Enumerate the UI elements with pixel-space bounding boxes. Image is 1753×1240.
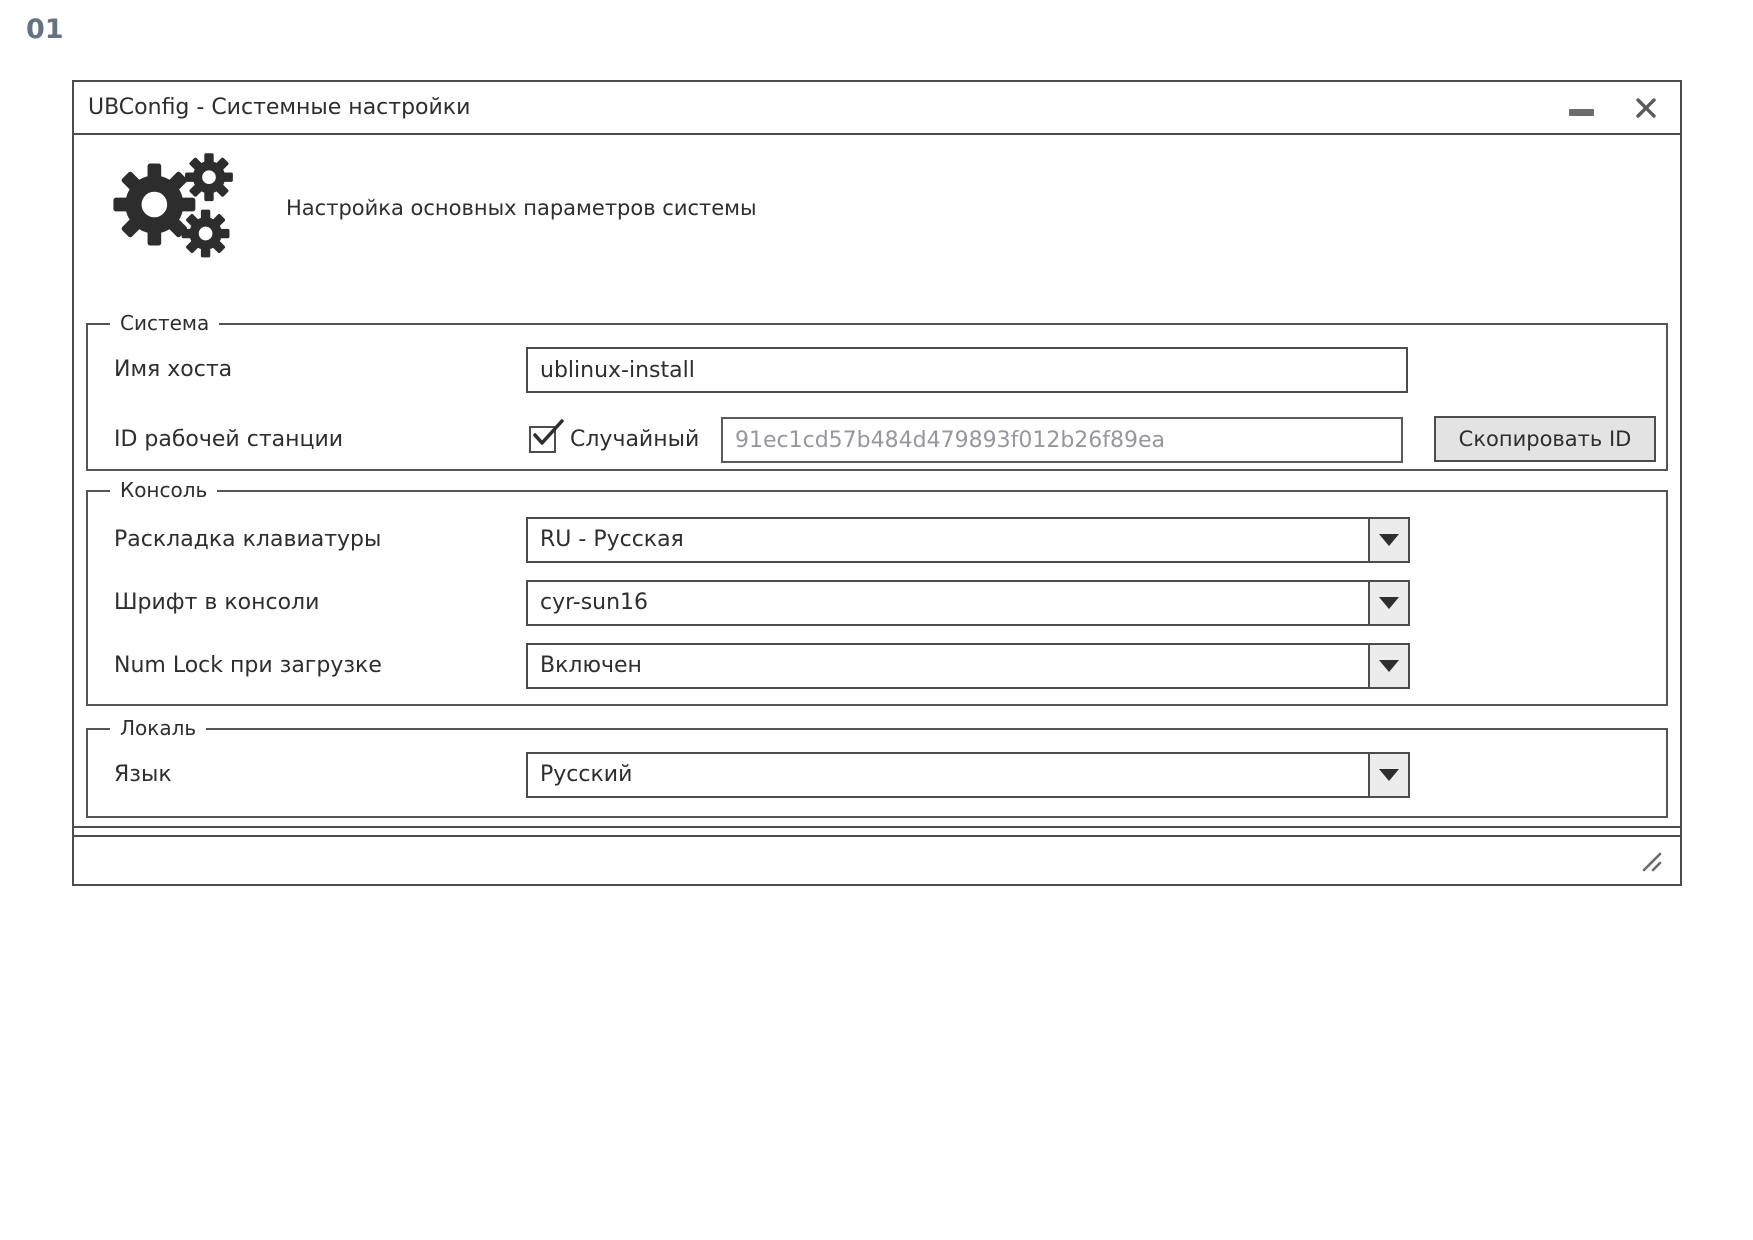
group-console (86, 478, 1668, 706)
chevron-down-icon[interactable] (1368, 582, 1408, 624)
hostname-input[interactable] (526, 347, 1408, 393)
minimize-button[interactable] (1568, 95, 1594, 121)
keyboard-layout-value: RU - Русская (540, 527, 684, 552)
group-locale-legend: Локаль (110, 716, 206, 740)
close-button[interactable] (1632, 94, 1660, 122)
console-font-select[interactable] (526, 580, 1410, 626)
title-bar[interactable] (74, 82, 1680, 135)
console-font-value: cyr-sun16 (540, 590, 649, 615)
chevron-down-icon[interactable] (1368, 754, 1408, 796)
keyboard-layout-label: Раскладка клавиатуры (114, 527, 382, 552)
copy-id-button[interactable]: Скопировать ID (1434, 416, 1656, 462)
gears-icon (110, 148, 238, 261)
window-controls (1568, 94, 1680, 122)
chevron-down-glyph (1379, 769, 1399, 781)
ubconfig-window (72, 80, 1682, 886)
status-bar (74, 835, 1680, 884)
numlock-label: Num Lock при загрузке (114, 653, 382, 678)
chevron-down-icon[interactable] (1368, 645, 1408, 687)
chevron-down-glyph (1379, 597, 1399, 609)
language-value: Русский (540, 762, 633, 787)
random-checkbox-label[interactable]: Случайный (570, 427, 700, 452)
station-id-input[interactable] (721, 417, 1403, 463)
chevron-down-glyph (1379, 534, 1399, 546)
chevron-down-icon[interactable] (1368, 519, 1408, 561)
hostname-label: Имя хоста (114, 357, 233, 382)
random-checkbox[interactable] (529, 426, 556, 453)
minimize-icon (1569, 109, 1594, 116)
window-title: UBConfig - Системные настройки (88, 95, 471, 120)
chevron-down-glyph (1379, 660, 1399, 672)
language-label: Язык (114, 762, 172, 787)
resize-grip-icon[interactable] (1638, 848, 1666, 874)
close-icon (1633, 95, 1659, 121)
check-icon (531, 418, 565, 450)
numlock-value: Включен (540, 653, 642, 678)
group-locale (86, 716, 1668, 818)
language-select[interactable] (526, 752, 1410, 798)
console-font-label: Шрифт в консоли (114, 590, 320, 615)
figure-number: 01 (26, 14, 64, 45)
keyboard-layout-select[interactable] (526, 517, 1410, 563)
group-system-legend: Система (110, 311, 219, 335)
numlock-select[interactable] (526, 643, 1410, 689)
content-divider (74, 826, 1680, 828)
station-id-label: ID рабочей станции (114, 427, 344, 452)
window-subtitle: Настройка основных параметров системы (286, 196, 757, 220)
group-system (86, 311, 1668, 471)
group-console-legend: Консоль (110, 478, 217, 502)
